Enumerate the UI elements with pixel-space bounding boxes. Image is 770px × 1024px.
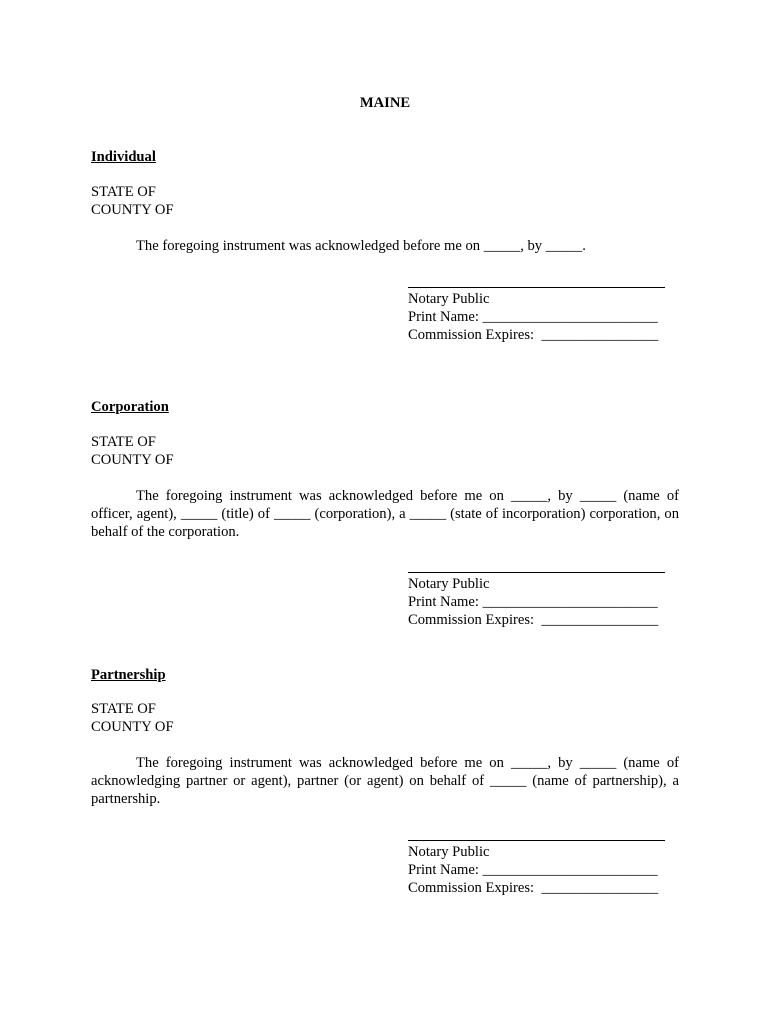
county-label: COUNTY OF <box>91 202 174 218</box>
notary-public-label: Notary Public <box>408 291 490 307</box>
notary-public-label: Notary Public <box>408 576 490 592</box>
signature-line <box>408 287 665 288</box>
commission-expires-field: Commission Expires: ________________ <box>408 880 659 896</box>
state-label: STATE OF <box>91 701 156 717</box>
commission-expires-field: Commission Expires: ________________ <box>408 327 659 343</box>
signature-line <box>408 572 665 573</box>
section-heading-partnership: Partnership <box>91 667 166 683</box>
county-label: COUNTY OF <box>91 719 174 735</box>
section-heading-individual: Individual <box>91 149 156 165</box>
print-name-field: Print Name: ________________________ <box>408 594 658 610</box>
notary-public-label: Notary Public <box>408 844 490 860</box>
print-name-field: Print Name: ________________________ <box>408 309 658 325</box>
commission-expires-field: Commission Expires: ________________ <box>408 612 659 628</box>
notary-signature-block <box>408 575 658 629</box>
acknowledgment-paragraph: The foregoing instrument was acknowledged before me on _____, by _____ (name of officer, agent), _____ (title) of _____ (corporation), a _____ (state of incorporation) corporation, on behalf of the corporation. <box>91 488 679 540</box>
print-name-field: Print Name: ________________________ <box>408 862 658 878</box>
notary-signature-block <box>408 290 658 344</box>
section-heading-corporation: Corporation <box>91 399 169 415</box>
acknowledgment-paragraph: The foregoing instrument was acknowledged before me on _____, by _____. <box>136 238 586 254</box>
state-label: STATE OF <box>91 434 156 450</box>
notary-signature-block <box>408 843 658 897</box>
acknowledgment-paragraph: The foregoing instrument was acknowledged before me on _____, by _____ (name of acknowledging partner or agent), partner (or agent) on behalf of _____ (name of partnership), a partnership. <box>91 755 679 807</box>
document-title: MAINE <box>359 95 411 111</box>
state-label: STATE OF <box>91 184 156 200</box>
signature-line <box>408 840 665 841</box>
county-label: COUNTY OF <box>91 452 174 468</box>
